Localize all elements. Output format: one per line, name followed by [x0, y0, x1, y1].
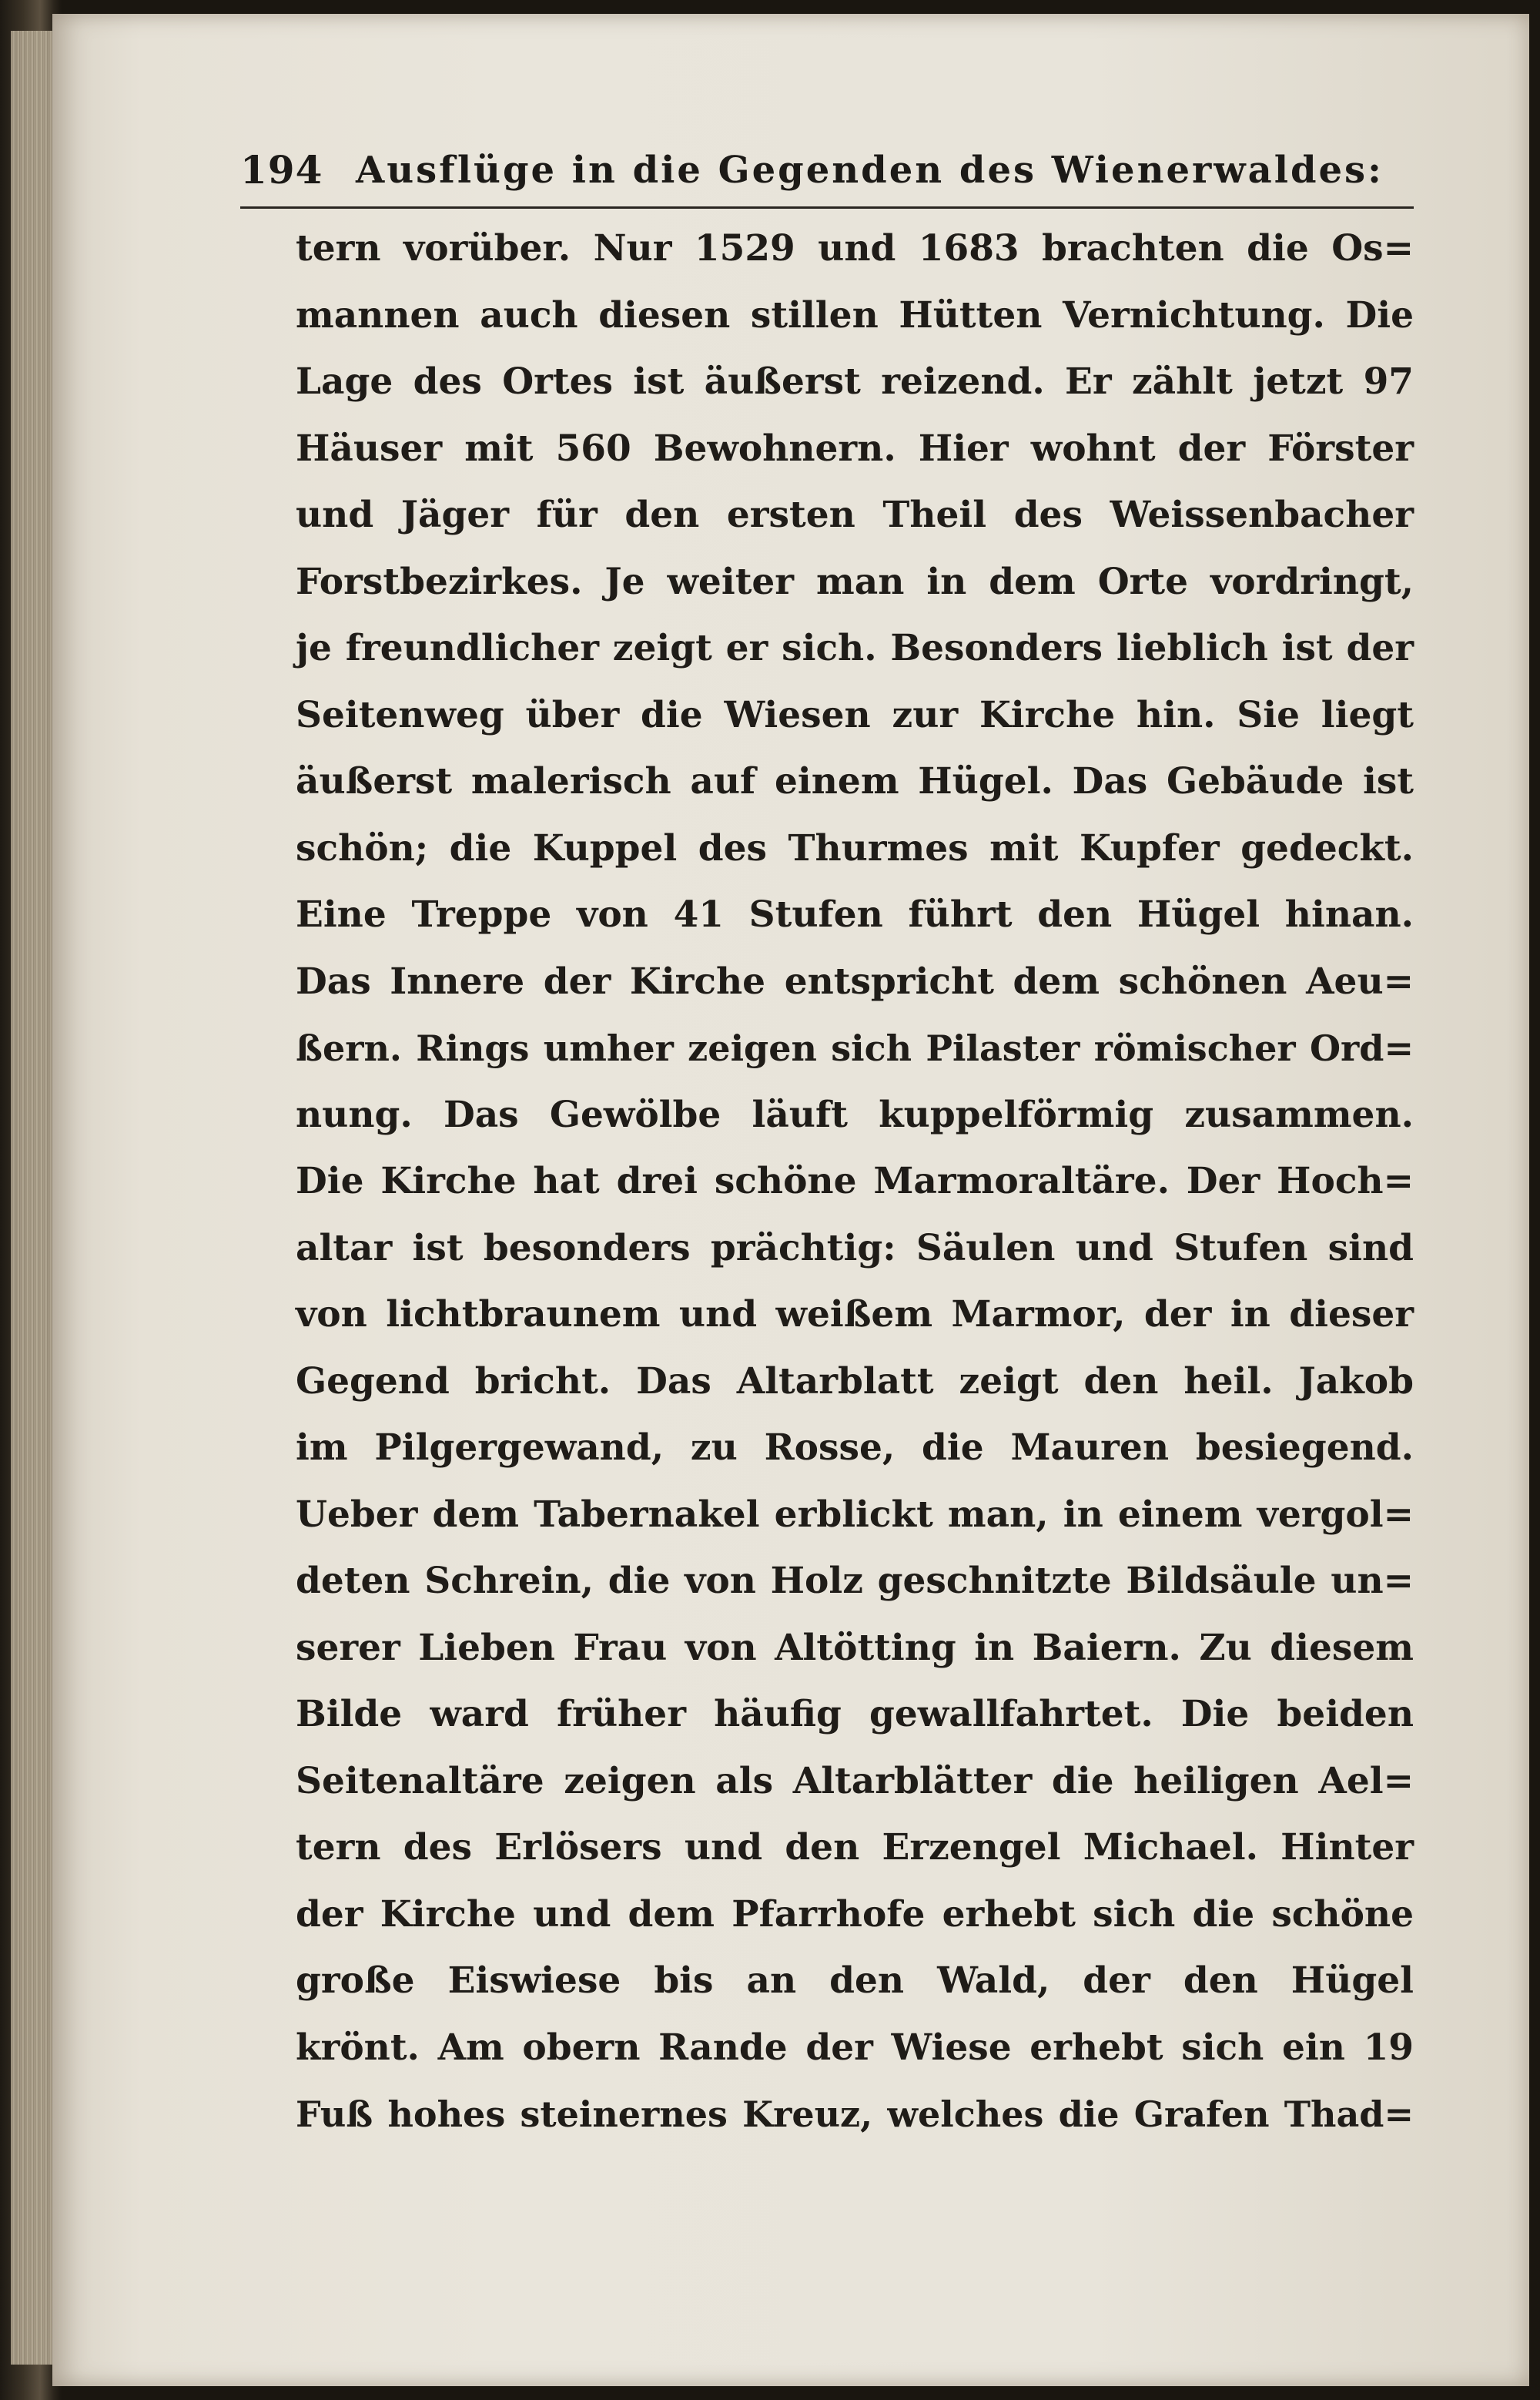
- text-line: große Eiswiese bis an den Wald, der den Hügel: [296, 1959, 1414, 2002]
- text-line: krönt. Am obern Rande der Wiese erhebt sich ein 19: [296, 2026, 1414, 2069]
- running-header: [240, 143, 1414, 197]
- text-line: Eine Treppe von 41 Stufen führt den Hügel hinan.: [296, 893, 1414, 936]
- text-line: nung. Das Gewölbe läuft kuppelförmig zusammen.: [296, 1093, 1414, 1136]
- page-number: 194: [240, 147, 323, 193]
- text-line: Die Kirche hat drei schöne Marmoraltäre. Der Hoch=: [296, 1160, 1414, 1202]
- text-line: je freundlicher zeigt er sich. Besonders lieblich ist der: [296, 627, 1414, 669]
- text-line: äußerst malerisch auf einem Hügel. Das Gebäude ist: [296, 760, 1414, 803]
- text-line: serer Lieben Frau von Altötting in Baiern. Zu diesem: [296, 1626, 1414, 1669]
- text-line: Seitenweg über die Wiesen zur Kirche hin. Sie liegt: [296, 693, 1414, 736]
- text-line: der Kirche und dem Pfarrhofe erhebt sich die schöne: [296, 1892, 1414, 1936]
- page-stack-edge: [11, 31, 55, 2365]
- text-line: Seitenaltäre zeigen als Altarblätter die heiligen Ael=: [296, 1759, 1414, 1802]
- text-line: Gegend bricht. Das Altarblatt zeigt den heil. Jakob: [296, 1359, 1414, 1403]
- text-line: im Pilgergewand, zu Rosse, die Mauren besiegend.: [296, 1426, 1414, 1469]
- text-line: Das Innere der Kirche entspricht dem schönen Aeu=: [296, 960, 1414, 1003]
- body-text: [296, 216, 1414, 2148]
- text-line: altar ist besonders prächtig: Säulen und Stufen sind: [296, 1226, 1414, 1269]
- text-line: schön; die Kuppel des Thurmes mit Kupfer gedeckt.: [296, 826, 1414, 870]
- text-line: Lage des Ortes ist äußerst reizend. Er zählt jetzt 97: [296, 360, 1414, 403]
- text-line: Forstbezirkes. Je weiter man in dem Orte vordringt,: [296, 560, 1414, 603]
- text-line: tern des Erlösers und den Erzengel Michael. Hinter: [296, 1826, 1414, 1869]
- text-line: Fuß hohes steinernes Kreuz, welches die Grafen Thad=: [296, 2093, 1414, 2135]
- text-line: mannen auch diesen stillen Hütten Vernichtung. Die: [296, 293, 1414, 337]
- text-line: Bilde ward früher häufig gewallfahrtet. Die beiden: [296, 1693, 1414, 1735]
- header-rule: [240, 206, 1414, 209]
- text-line: Häuser mit 560 Bewohnern. Hier wohnt der Förster: [296, 427, 1414, 470]
- text-line: Ueber dem Tabernakel erblickt man, in einem vergol=: [296, 1493, 1414, 1536]
- text-line: und Jäger für den ersten Theil des Weissenbacher: [296, 494, 1414, 536]
- text-line: von lichtbraunem und weißem Marmor, der in dieser: [296, 1293, 1414, 1336]
- running-title: Ausflüge in die Gegenden des Wienerwaldes:: [356, 149, 1384, 192]
- text-line: ßern. Rings umher zeigen sich Pilaster römischer Ord=: [296, 1027, 1414, 1069]
- text-line: deten Schrein, die von Holz geschnitzte Bildsäule un=: [296, 1560, 1414, 1602]
- text-line: tern vorüber. Nur 1529 und 1683 brachten die Os=: [296, 227, 1414, 270]
